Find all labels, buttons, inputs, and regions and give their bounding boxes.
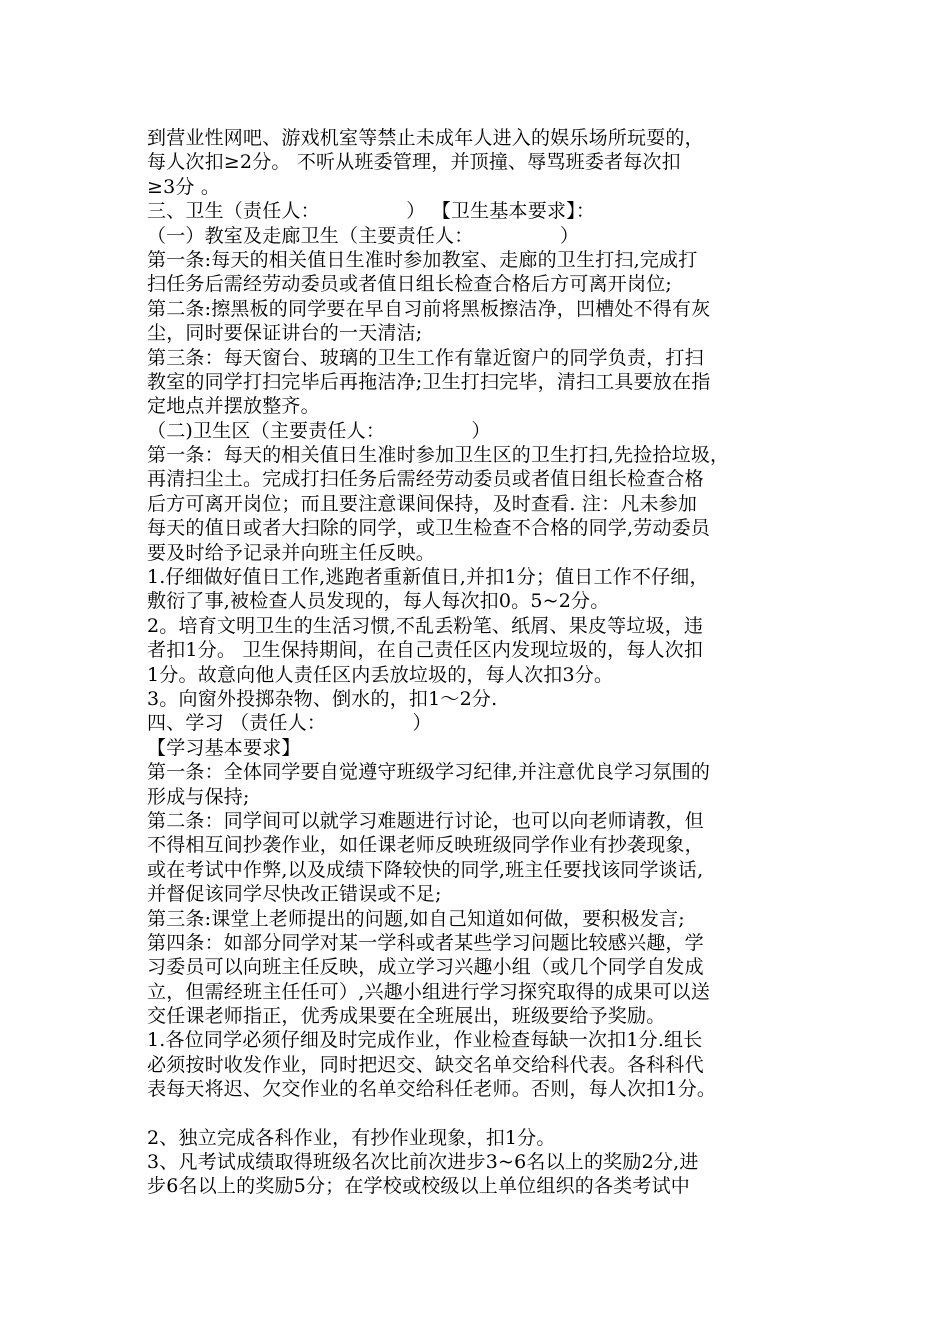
- blank-line: [147, 1102, 817, 1126]
- text-line: 交任课老师指正，优秀成果要在全班展出，班级要给予奖励。: [147, 1005, 666, 1028]
- section-heading-hygiene: 三、卫生（责任人： ） 【卫生基本要求】：: [147, 200, 596, 223]
- text-line: 后方可离开岗位；而且要注意课间保持，及时查看. 注：凡未参加: [147, 492, 698, 515]
- text-line: 2。培育文明卫生的生活习惯,不乱丢粉笔、纸屑、果皮等垃圾，违: [147, 614, 704, 637]
- text-line: 每天的值日或者大扫除的同学，或卫生检查不合格的同学,劳动委员: [147, 517, 711, 540]
- text-line: 1.仔细做好值日工作,逃跑者重新值日,并扣1分；值日工作不仔细，: [147, 566, 709, 589]
- text-line: 到营业性网吧、游戏机室等禁止未成年人进入的娱乐场所玩耍的，: [147, 127, 704, 149]
- text-line: 敷衍了事,被检查人员发现的，每人每次扣0。5~2分。: [147, 590, 610, 613]
- text-line: 必须按时收发作业，同时把迟交、缺交名单交给科代表。各科科代: [147, 1053, 704, 1076]
- text-line: 习委员可以向班主任反映，成立学习兴趣小组（或几个同学自发成: [147, 956, 704, 979]
- text-line: 第二条:擦黑板的同学要在早自习前将黑板擦洁净，凹槽处不得有灰: [147, 297, 711, 320]
- study-requirements-heading: 【学习基本要求】: [147, 736, 301, 759]
- text-line: 教室的同学打扫完毕后再拖洁净;卫生打扫完毕，清扫工具要放在指: [147, 370, 711, 393]
- subsection-heading-classroom: （一）教室及走廊卫生（主要责任人： ）: [147, 224, 580, 247]
- text-line: 不得相互间抄袭作业，如任课老师反映班级同学作业有抄袭现象，: [147, 834, 704, 857]
- text-line: 第一条：全体同学要自觉遵守班级学习纪律,并注意优良学习氛围的: [147, 761, 711, 784]
- text-line: 第三条:课堂上老师提出的问题,如自己知道如何做，要积极发言;: [147, 907, 685, 930]
- text-line: 尘，同时要保证讲台的一天清洁;: [147, 322, 423, 345]
- text-line: 3、凡考试成绩取得班级名次比前次进步3~6名以上的奖励2分,进: [147, 1151, 699, 1174]
- text-line: 要及时给予记录并向班主任反映。: [147, 541, 436, 564]
- text-line: 第二条：同学间可以就学习难题进行讨论，也可以向老师请教，但: [147, 809, 704, 832]
- text-line: 并督促该同学尽快改正错误或不足;: [147, 883, 442, 906]
- text-line: 步6名以上的奖励5分；在学校或校级以上单位组织的各类考试中: [147, 1175, 690, 1198]
- text-line: 1.各位同学必须仔细及时完成作业，作业检查每缺一次扣1分.组长: [147, 1029, 703, 1052]
- section-heading-study: 四、学习 （责任人： ）: [147, 712, 432, 735]
- text-line: 每人次扣≥2分。 不听从班委管理，并顶撞、辱骂班委者每次扣: [147, 151, 681, 174]
- subsection-heading-hygiene-area: （二)卫生区（主要责任人： ）: [147, 419, 491, 442]
- text-line: 者扣1分。 卫生保持期间，在自己责任区内发现垃圾的，每人次扣: [147, 639, 704, 662]
- text-line: ≥3分 。: [147, 175, 221, 198]
- text-line: 定地点并摆放整齐。: [147, 395, 320, 418]
- document-body: [147, 126, 817, 1199]
- text-line: 或在考试中作弊,以及成绩下降较快的同学,班主任要找该同学谈话,: [147, 858, 704, 881]
- text-line: 第三条：每天窗台、玻璃的卫生工作有靠近窗户的同学负责，打扫: [147, 346, 704, 369]
- text-line: 扫任务后需经劳动委员或者值日组长检查合格后方可离开岗位;: [147, 273, 673, 296]
- text-line: 立，但需经班主任任可）,兴趣小组进行学习探究取得的成果可以送: [147, 980, 711, 1003]
- text-line: 形成与保持;: [147, 785, 250, 808]
- text-line: 1分。故意向他人责任区内丢放垃圾的，每人次扣3分。: [147, 663, 614, 686]
- text-line: 再清扫尘土。完成打扫任务后需经劳动委员或者值日组长检查合格: [147, 468, 704, 491]
- text-line: 3。向窗外投掷杂物、倒水的，扣1～2分.: [147, 687, 498, 710]
- text-line: 第一条:每天的相关值日生准时参加教室、走廊的卫生打扫,完成打: [147, 248, 698, 271]
- text-line: 第四条：如部分同学对某一学科或者某些学习问题比较感兴趣，学: [147, 931, 704, 954]
- text-line: 第一条：每天的相关值日生准时参加卫生区的卫生打扫,先捡拾垃圾，: [147, 444, 730, 467]
- text-line: 2、独立完成各科作业，有抄作业现象，扣1分。: [147, 1126, 556, 1149]
- text-line: 表每天将迟、欠交作业的名单交给科任老师。否则，每人次扣1分。: [147, 1078, 717, 1101]
